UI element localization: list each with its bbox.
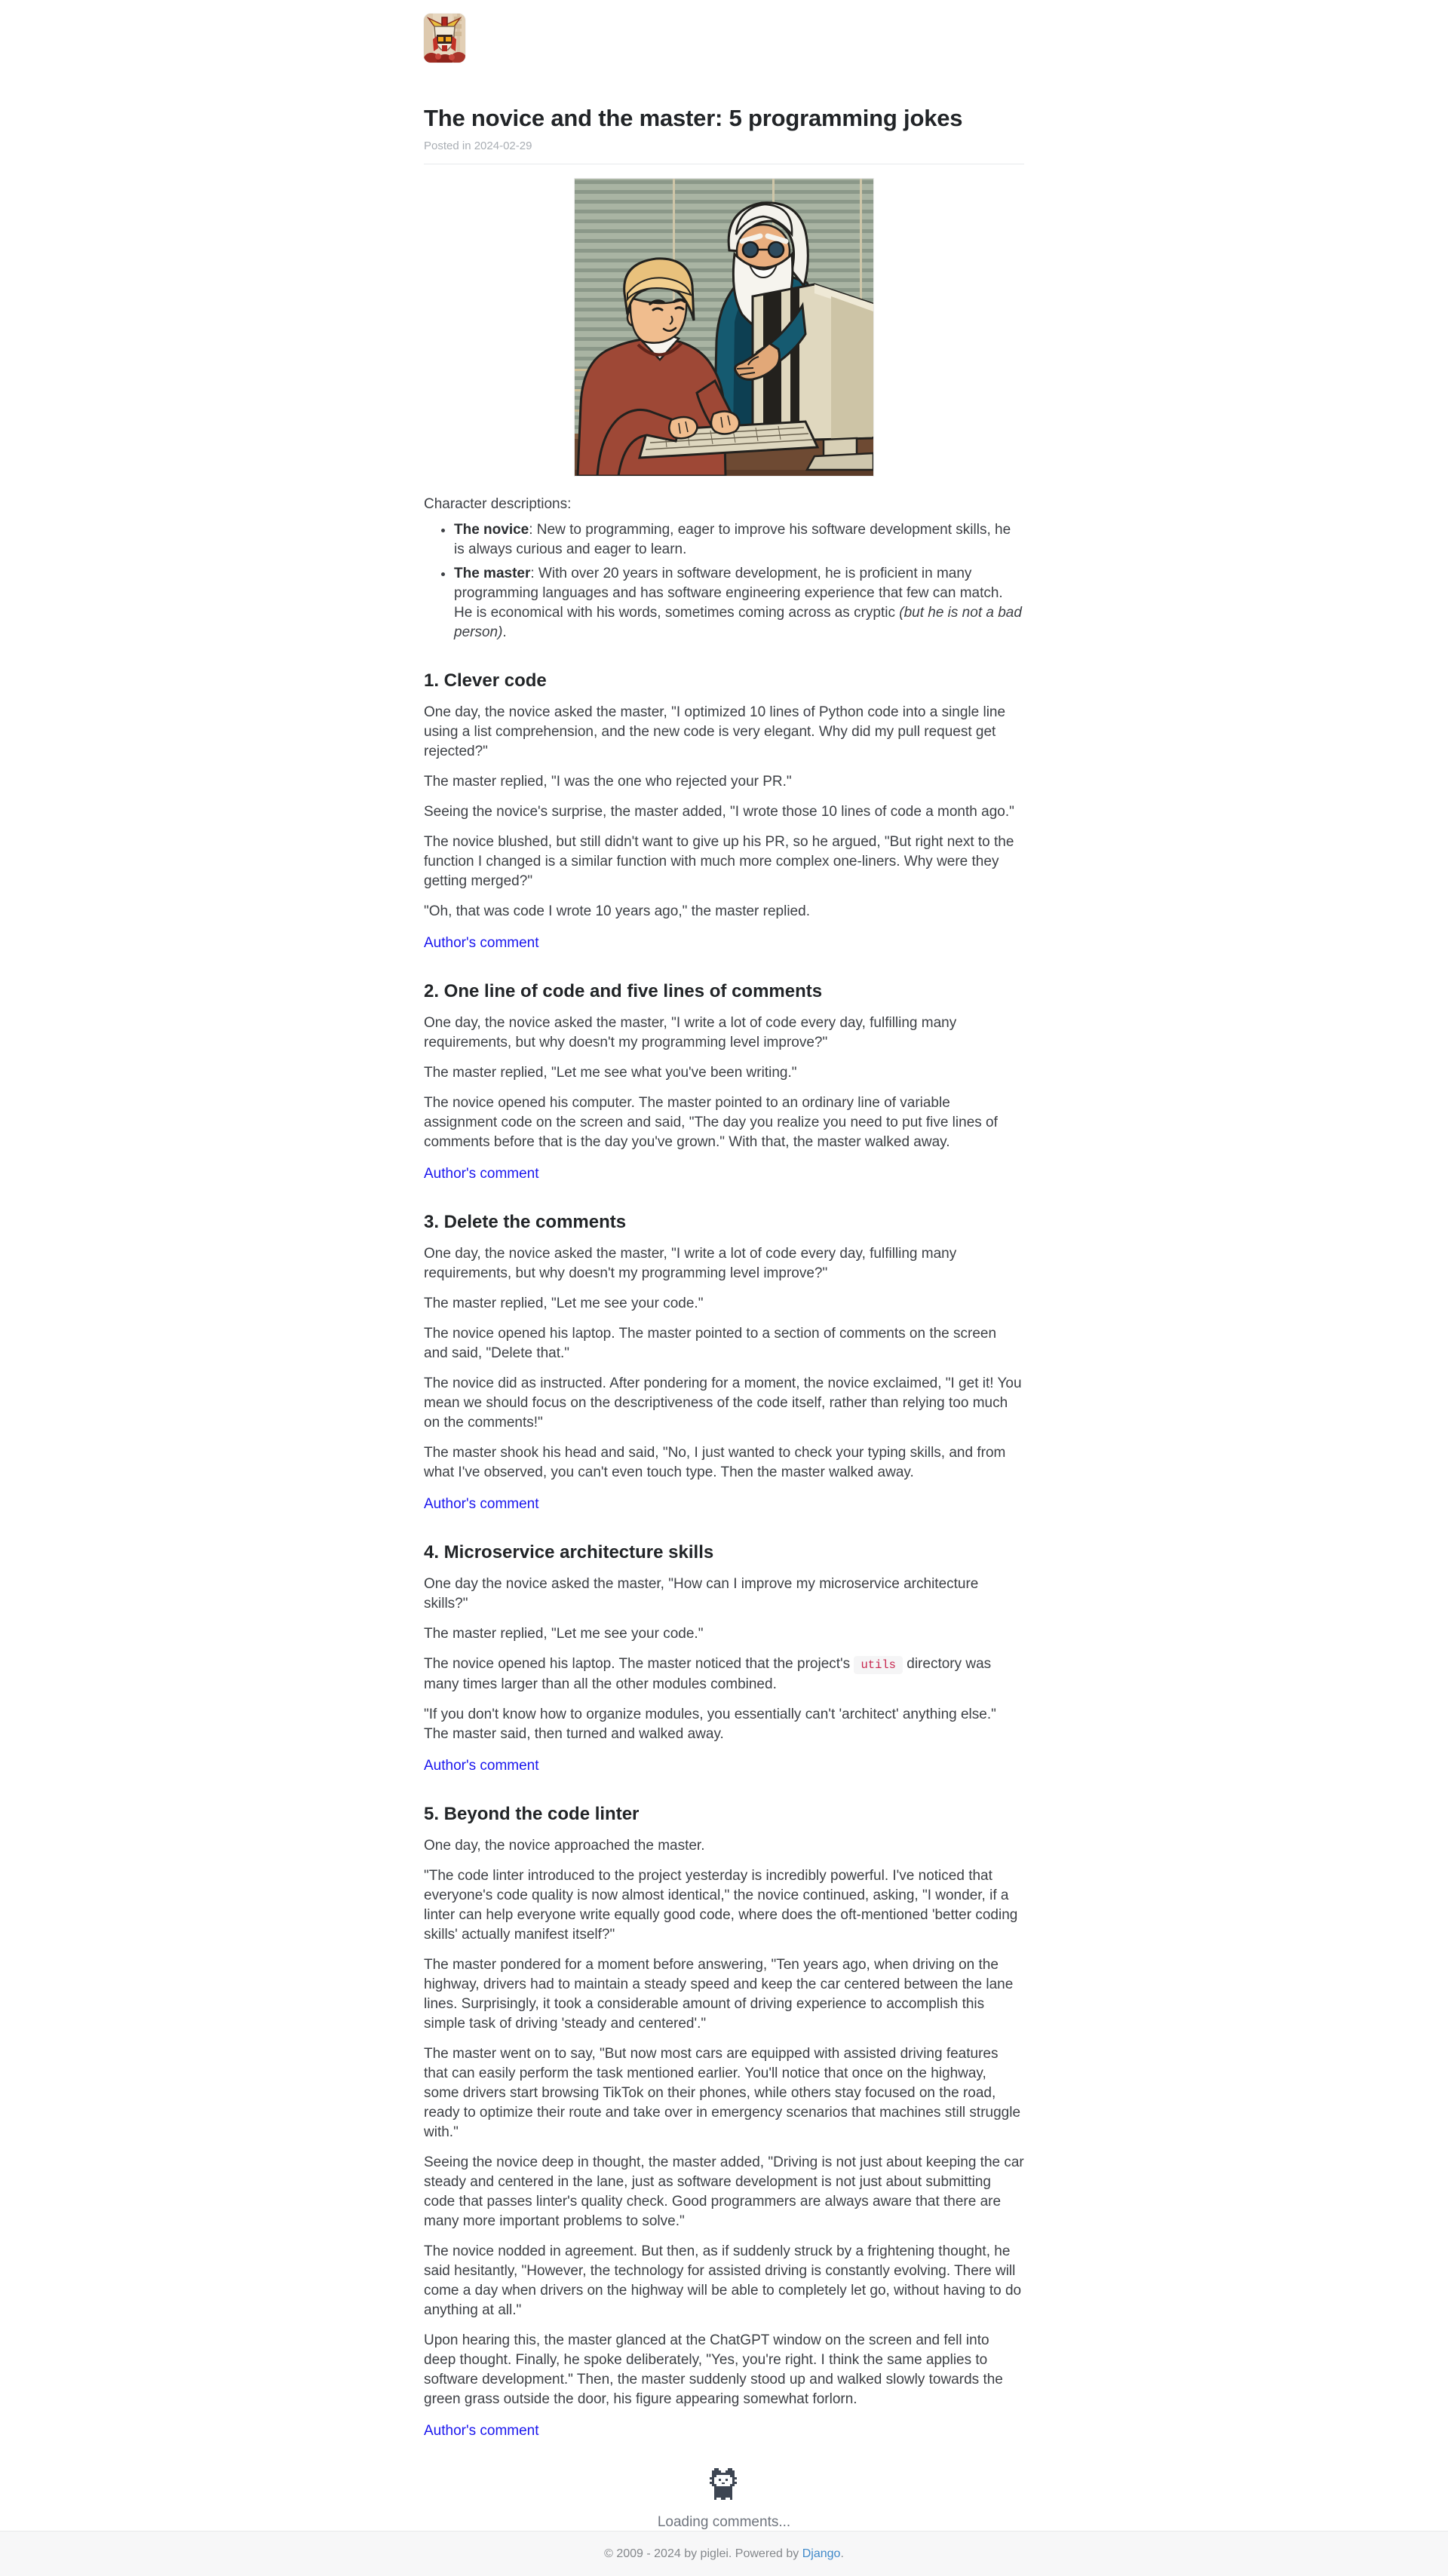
hero-figure bbox=[424, 178, 1024, 480]
character-desc: : New to programming, eager to improve his software development skills, he is always curious and eager to learn. bbox=[454, 522, 1011, 557]
paragraph: One day, the novice approached the master. bbox=[424, 1838, 705, 1854]
gundam-head-logo-icon bbox=[424, 53, 465, 63]
character-descriptions-intro: Character descriptions: bbox=[424, 496, 572, 512]
paragraph: The novice blushed, but still didn't want to give up his PR, so he argued, "But right next to the function I changed is a similar function with much more complex one-liners. Why were they getting merged?" bbox=[424, 834, 1014, 889]
paragraph: The master went on to say, "But now most cars are equipped with assisted driving features that can easily perform the task mentioned earlier. You'll notice that once on the highway, some drivers start browsing TikTok on their phones, while others stay focused on the road, ready to optimize their route and take over in emergency scenarios that machines still struggle with." bbox=[424, 2046, 1021, 2140]
paragraph: "If you don't know how to organize modules, you essentially can't 'architect' anything else." The master said, then turned and walked away. bbox=[424, 1707, 996, 1742]
paragraph-text: directory was many times larger than all the other modules combined. bbox=[424, 1656, 992, 1692]
comments-area bbox=[424, 2468, 1024, 2531]
paragraph: The master replied, "Let me see your code." bbox=[424, 1296, 704, 1311]
paragraph: The master replied, "Let me see your code." bbox=[424, 1626, 704, 1642]
section-heading: 2. One line of code and five lines of comments bbox=[424, 981, 823, 1001]
list-item bbox=[454, 520, 1024, 560]
pixel-cat-icon bbox=[710, 2490, 739, 2503]
paragraph: The master replied, "Let me see what you've been writing." bbox=[424, 1065, 797, 1081]
copyright-after: . bbox=[840, 2547, 844, 2560]
section-heading: 3. Delete the comments bbox=[424, 1212, 627, 1232]
joke-section-2 bbox=[424, 980, 1024, 1184]
post-date: Posted in 2024-02-29 bbox=[424, 140, 532, 152]
authors-comment-link[interactable]: Author's comment bbox=[424, 2423, 539, 2439]
joke-section-5 bbox=[424, 1803, 1024, 2441]
paragraph: One day, the novice asked the master, "I write a lot of code every day, fulfilling many requirements, but why doesn't my programming level improve?" bbox=[424, 1015, 957, 1050]
paragraph: One day, the novice asked the master, "I optimized 10 lines of Python code into a single line using a list comprehension, and the new code is very elegant. Why did my pull request get rejected?" bbox=[424, 704, 1006, 759]
page-title: The novice and the master: 5 programming jokes bbox=[424, 105, 963, 131]
paragraph: The master shook his head and said, "No, I just wanted to check your typing skills, and from what I've observed, you can't even touch type. Then the master walked away. bbox=[424, 1445, 1006, 1480]
site-logo-link[interactable] bbox=[424, 14, 465, 63]
django-link[interactable]: Django bbox=[802, 2547, 841, 2560]
paragraph: Upon hearing this, the master glanced at the ChatGPT window on the screen and fell into deep thought. Finally, he spoke deliberately, "Yes, you're right. I think the same applies to software development." Then, the master suddenly stood up and walked slowly towards the green grass outside the door, his figure appearing somewhat forlorn. bbox=[424, 2332, 1003, 2407]
authors-comment-link[interactable]: Author's comment bbox=[424, 1166, 539, 1182]
loading-comments-text: Loading comments... bbox=[657, 2514, 791, 2530]
authors-comment-link[interactable]: Author's comment bbox=[424, 935, 539, 951]
paragraph: The novice opened his laptop. The master pointed to a section of comments on the screen and said, "Delete that." bbox=[424, 1326, 997, 1361]
paragraph: One day, the novice asked the master, "I write a lot of code every day, fulfilling many requirements, but why doesn't my programming level improve?" bbox=[424, 1246, 957, 1281]
paragraph: One day the novice asked the master, "How can I improve my microservice architecture skills?" bbox=[424, 1576, 979, 1612]
paragraph: The novice opened his computer. The master pointed to an ordinary line of variable assignment code on the screen and said, "The day you realize you need to put five lines of comments before that is the day you've grown." With that, the master walked away. bbox=[424, 1095, 998, 1150]
paragraph: "The code linter introduced to the project yesterday is incredibly powerful. I've noticed that everyone's code quality is now almost identical," the novice continued, asking, "I wonder, if a linter can help everyone write equally good code, where does the oft-mentioned 'better coding skills' actually manifest itself?" bbox=[424, 1868, 1018, 1943]
joke-section-3 bbox=[424, 1211, 1024, 1514]
section-heading: 4. Microservice architecture skills bbox=[424, 1542, 714, 1562]
novice-master-illustration bbox=[574, 178, 874, 477]
paragraph: The novice nodded in agreement. But then, as if suddenly struck by a frightening thought, he said hesitantly, "However, the technology for assisted driving is constantly evolving. There will come a day when drivers on the highway will be able to completely let go, without having to do anything at all." bbox=[424, 2243, 1022, 2318]
section-heading: 1. Clever code bbox=[424, 670, 547, 691]
site-footer bbox=[0, 2531, 1448, 2576]
paragraph-text: The novice opened his laptop. The master noticed that the project's bbox=[424, 1656, 854, 1672]
character-desc-italic: (but he is not a bad person) bbox=[454, 605, 1022, 640]
character-descriptions-list bbox=[424, 520, 1024, 642]
inline-code-utils: utils bbox=[854, 1656, 903, 1674]
list-item bbox=[454, 564, 1024, 642]
character-desc-end: . bbox=[502, 624, 507, 640]
copyright-text bbox=[604, 2547, 844, 2561]
section-heading: 5. Beyond the code linter bbox=[424, 1804, 640, 1824]
authors-comment-link[interactable]: Author's comment bbox=[424, 1496, 539, 1512]
paragraph: "Oh, that was code I wrote 10 years ago," the master replied. bbox=[424, 903, 810, 919]
joke-section-1 bbox=[424, 670, 1024, 953]
paragraph: Seeing the novice's surprise, the master added, "I wrote those 10 lines of code a month ago." bbox=[424, 804, 1014, 820]
character-name: The novice bbox=[454, 522, 529, 538]
paragraph-with-code bbox=[424, 1654, 1024, 1694]
authors-comment-link[interactable]: Author's comment bbox=[424, 1758, 539, 1774]
paragraph: The novice did as instructed. After pondering for a moment, the novice exclaimed, "I get it! You mean we should focus on the descriptiveness of the code itself, rather than relying too much on the comments!" bbox=[424, 1375, 1022, 1431]
character-name: The master bbox=[454, 566, 531, 581]
paragraph: The master pondered for a moment before answering, "Ten years ago, when driving on the highway, drivers had to maintain a steady speed and keep the car centered between the lane lines. Surprisingly, it took a considerable amount of driving experience to accomplish this simple task of driving 'steady and centered'." bbox=[424, 1957, 1014, 2032]
paragraph: The master replied, "I was the one who rejected your PR." bbox=[424, 774, 792, 790]
paragraph: Seeing the novice deep in thought, the master added, "Driving is not just about keeping the car steady and centered in the lane, just as software development is not just about submitting code that passes linter's quality check. Good programmers are always aware that there are many more important problems to solve." bbox=[424, 2154, 1024, 2229]
character-desc: : With over 20 years in software development, he is proficient in many programming languages and has software engineering experience that few can match. He is economical with his words, sometimes coming across as cryptic bbox=[454, 566, 1003, 621]
joke-section-4 bbox=[424, 1541, 1024, 1776]
copyright-before: © 2009 - 2024 by piglei. Powered by bbox=[604, 2547, 802, 2560]
site-header bbox=[424, 0, 1024, 152]
